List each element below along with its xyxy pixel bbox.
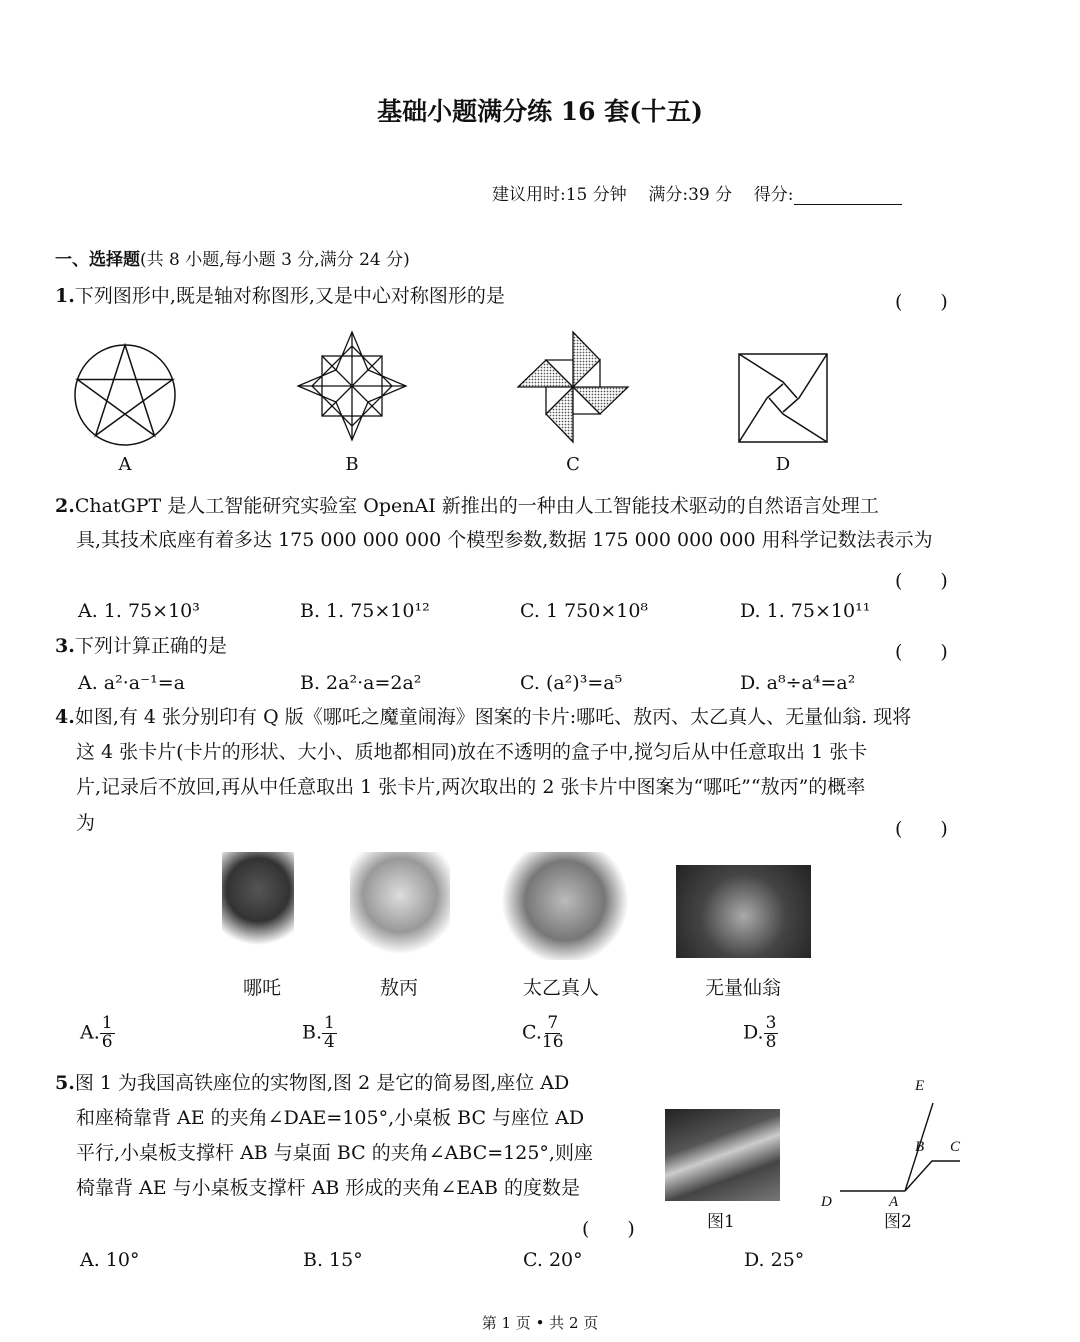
section-desc: (共 8 小题,每小题 3 分,满分 24 分) xyxy=(140,250,410,270)
question-2 xyxy=(55,497,879,516)
option-a[interactable] xyxy=(80,1015,115,1052)
figure-label-b: B xyxy=(345,454,359,475)
option-b[interactable]: B. 15° xyxy=(303,1249,363,1271)
figure-pinwheel xyxy=(516,330,630,444)
question-5 xyxy=(55,1074,569,1093)
option-d[interactable]: D. a⁸÷a⁴=a² xyxy=(740,672,856,694)
option-letter: C. xyxy=(522,1021,542,1044)
card-label: 无量仙翁 xyxy=(705,977,782,999)
q-num: 5. xyxy=(55,1072,75,1094)
option-a[interactable]: A. a²·a⁻¹=a xyxy=(78,672,186,694)
option-c[interactable]: C. (a²)³=a⁵ xyxy=(520,672,623,694)
question-5-line4: 椅靠背 AE 与小桌板支撑杆 AB 形成的夹角∠EAB 的度数是 xyxy=(76,1177,580,1199)
figure-2-diagram xyxy=(815,1075,965,1215)
card-image-aobing xyxy=(350,852,450,960)
page-footer: 第 1 页 • 共 2 页 xyxy=(481,1314,599,1332)
figure-label-d: D xyxy=(775,454,791,475)
question-4-line2: 这 4 张卡片(卡片的形状、大小、质地都相同)放在不透明的盒子中,搅匀后从中任意取出 1 张卡 xyxy=(76,741,868,763)
option-c[interactable]: C. 1 750×10⁸ xyxy=(520,600,649,622)
q-text: 图 1 为我国高铁座位的实物图,图 2 是它的简易图,座位 AD xyxy=(74,1072,570,1094)
option-a[interactable]: A. 10° xyxy=(80,1249,140,1271)
figure-square-pinwheel xyxy=(737,352,829,444)
section-heading xyxy=(55,252,410,269)
fraction xyxy=(100,1015,115,1052)
score-label: 得分: xyxy=(753,185,794,205)
denominator: 6 xyxy=(101,1031,113,1052)
section-label: 一、选择题 xyxy=(55,250,140,270)
option-b[interactable]: B. 1. 75×10¹² xyxy=(300,600,430,622)
option-d[interactable]: D. 25° xyxy=(744,1249,805,1271)
question-3 xyxy=(55,637,227,656)
full-score: 满分:39 分 xyxy=(648,185,733,205)
option-letter: A. xyxy=(80,1021,100,1044)
answer-paren[interactable]: ( ) xyxy=(895,818,948,840)
q-num: 2. xyxy=(55,495,75,517)
card-image-taiyi xyxy=(500,852,630,960)
figure-label-c: C xyxy=(566,454,580,475)
card-label: 哪吒 xyxy=(243,977,282,999)
option-b[interactable]: B. 2a²·a=2a² xyxy=(300,672,422,694)
card-label: 太乙真人 xyxy=(523,977,600,999)
q-num: 4. xyxy=(55,706,75,728)
numerator: 1 xyxy=(101,1013,113,1033)
option-letter: D. xyxy=(743,1021,764,1044)
card-image-nezha xyxy=(222,852,294,960)
numerator: 7 xyxy=(547,1013,559,1033)
figure-1-photo xyxy=(665,1109,780,1201)
point-a: A xyxy=(889,1194,899,1210)
q-text: ChatGPT 是人工智能研究实验室 OpenAI 新推出的一种由人工智能技术驱动的自然语言处理工 xyxy=(74,495,879,517)
page-title: 基础小题满分练 16 套(十五) xyxy=(377,97,703,126)
q-num: 3. xyxy=(55,635,75,657)
card-image-wuliang xyxy=(676,865,811,958)
point-c: C xyxy=(950,1139,961,1155)
question-4-line4: 为 xyxy=(76,812,96,834)
suggested-time: 建议用时:15 分钟 xyxy=(492,185,627,205)
question-5-line3: 平行,小桌板支撑杆 AB 与桌面 BC 的夹角∠ABC=125°,则座 xyxy=(76,1142,593,1164)
option-c[interactable]: C. 20° xyxy=(523,1249,583,1271)
answer-paren[interactable]: ( ) xyxy=(895,641,948,663)
q-num: 1. xyxy=(55,285,75,307)
q-text: 下列计算正确的是 xyxy=(74,635,227,657)
question-1 xyxy=(55,287,505,306)
point-e: E xyxy=(915,1078,925,1094)
fraction xyxy=(322,1015,337,1052)
denominator: 8 xyxy=(765,1031,777,1052)
card-label: 敖丙 xyxy=(380,977,419,999)
figure-2-caption: 图2 xyxy=(884,1212,912,1232)
fraction xyxy=(764,1015,779,1052)
q-text: 下列图形中,既是轴对称图形,又是中心对称图形的是 xyxy=(74,285,505,307)
point-d: D xyxy=(821,1194,832,1210)
numerator: 3 xyxy=(765,1013,777,1033)
point-b: B xyxy=(915,1139,925,1155)
figure-label-a: A xyxy=(118,454,132,475)
answer-paren[interactable]: ( ) xyxy=(895,291,948,313)
denominator: 16 xyxy=(541,1031,564,1052)
question-2-line2: 具,其技术底座有着多达 175 000 000 000 个模型参数,数据 175 000 000 000 用科学记数法表示为 xyxy=(76,529,933,551)
numerator: 1 xyxy=(324,1013,335,1033)
question-4-line3: 片,记录后不放回,再从中任意取出 1 张卡片,两次取出的 2 张卡片中图案为“哪吒”“敖丙”的概率 xyxy=(76,776,866,798)
answer-paren[interactable]: ( ) xyxy=(895,570,948,592)
option-d[interactable] xyxy=(743,1015,778,1052)
exam-info xyxy=(492,180,902,205)
option-a[interactable]: A. 1. 75×10³ xyxy=(78,600,200,622)
option-letter: B. xyxy=(302,1021,323,1044)
q-text: 如图,有 4 张分别印有 Q 版《哪吒之魔童闹海》图案的卡片:哪吒、敖丙、太乙真人、无量仙翁. 现将 xyxy=(74,706,912,728)
score-blank[interactable] xyxy=(794,188,902,205)
question-5-line2: 和座椅靠背 AE 的夹角∠DAE=105°,小桌板 BC 与座位 AD xyxy=(76,1107,585,1129)
fraction xyxy=(542,1015,564,1052)
question-4 xyxy=(55,708,911,727)
option-d[interactable]: D. 1. 75×10¹¹ xyxy=(740,600,871,622)
figure-1-caption: 图1 xyxy=(707,1212,735,1232)
option-b[interactable] xyxy=(302,1015,337,1052)
figure-pentagram-circle xyxy=(72,342,178,448)
denominator: 4 xyxy=(324,1031,335,1052)
figure-octagram xyxy=(296,330,408,442)
option-c[interactable] xyxy=(522,1015,564,1052)
answer-paren[interactable]: ( ) xyxy=(582,1218,635,1240)
